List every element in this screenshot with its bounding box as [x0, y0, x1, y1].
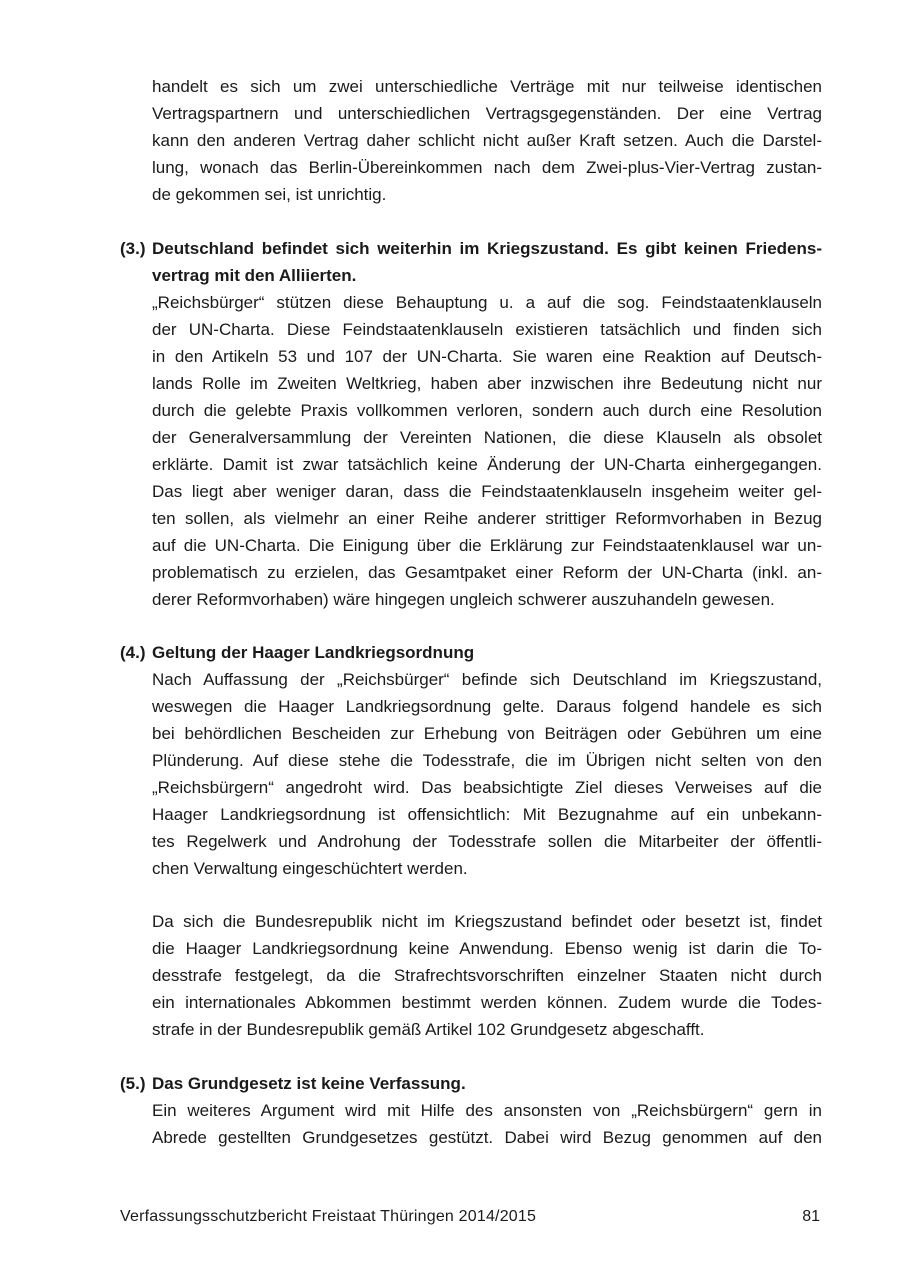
text-line: chen Verwaltung eingeschüchtert werden. [152, 859, 468, 878]
text-line: der Generalversammlung der Vereinten Nationen, die diese Klauseln als obsolet [152, 428, 822, 447]
text-line: die Haager Landkriegsordnung keine Anwendung. Ebenso wenig ist darin die To- [152, 939, 822, 958]
text-line: Ein weiteres Argument wird mit Hilfe des ansonsten von „Reichsbürgern“ gern in [152, 1101, 822, 1120]
section-4-body-continued [152, 908, 822, 1043]
text-line: Haager Landkriegsordnung ist offensichtlich: Mit Bezugnahme auf ein unbekann- [152, 805, 822, 824]
text-line: Nach Auffassung der „Reichsbürger“ befinde sich Deutschland im Kriegszustand, [152, 670, 822, 689]
text-line: „Reichsbürgern“ angedroht wird. Das beabsichtigte Ziel dieses Verweises auf die [152, 778, 822, 797]
text-line: desstrafe festgelegt, da die Strafrechtsvorschriften einzelner Staaten nicht durch [152, 966, 822, 985]
text-line: kann den anderen Vertrag daher schlicht nicht außer Kraft setzen. Auch die Darstel- [152, 131, 822, 150]
heading-line: Das Grundgesetz ist keine Verfassung. [152, 1074, 466, 1093]
text-line: ten sollen, als vielmehr an einer Reihe anderer strittiger Reformvorhaben in Bezug [152, 509, 822, 528]
heading-line: Deutschland befindet sich weiterhin im Kriegszustand. Es gibt keinen Friedens- [152, 239, 822, 258]
text-line: ein internationales Abkommen bestimmt werden können. Zudem wurde die Todes- [152, 993, 822, 1012]
section-5-number: (5.) [120, 1074, 146, 1093]
text-line: Vertragspartnern und unterschiedlichen Vertragsgegenständen. Der eine Vertrag [152, 104, 822, 123]
text-line: lands Rolle im Zweiten Weltkrieg, haben aber inzwischen ihre Bedeutung nicht nur [152, 374, 822, 393]
intro-paragraph [152, 73, 822, 208]
section-3-number: (3.) [120, 239, 146, 258]
section-5-heading [152, 1070, 822, 1097]
heading-line: Geltung der Haager Landkriegsordnung [152, 643, 475, 662]
text-line: auf die UN-Charta. Die Einigung über die Erklärung zur Feindstaatenklausel war un- [152, 536, 822, 555]
text-line: erklärte. Damit ist zwar tatsächlich keine Änderung der UN-Charta einhergegangen. [152, 455, 822, 474]
text-line: Da sich die Bundesrepublik nicht im Kriegszustand befindet oder besetzt ist, findet [152, 912, 822, 931]
text-line: Plünderung. Auf diese stehe die Todesstrafe, die im Übrigen nicht selten von den [152, 751, 822, 770]
heading-line: vertrag mit den Alliierten. [152, 266, 357, 285]
text-line: bei behördlichen Bescheiden zur Erhebung von Beiträgen oder Gebühren um eine [152, 724, 822, 743]
text-line: lung, wonach das Berlin-Übereinkommen nach dem Zwei-plus-Vier-Vertrag zustan- [152, 158, 822, 177]
text-line: Abrede gestellten Grundgesetzes gestützt. Dabei wird Bezug genommen auf den [152, 1128, 822, 1147]
text-line: „Reichsbürger“ stützen diese Behauptung u. a auf die sog. Feindstaatenklauseln [152, 293, 822, 312]
section-4-heading [152, 639, 822, 666]
text-line: de gekommen sei, ist unrichtig. [152, 185, 387, 204]
text-line: weswegen die Haager Landkriegsordnung gelte. Daraus folgend handele es sich [152, 697, 822, 716]
section-3-body [152, 289, 822, 613]
text-line: strafe in der Bundesrepublik gemäß Artikel 102 Grundgesetz abgeschafft. [152, 1020, 705, 1039]
section-3-heading [152, 235, 822, 289]
section-4-number: (4.) [120, 643, 146, 662]
text-line: derer Reformvorhaben) wäre hingegen ungleich schwerer auszuhandeln gewesen. [152, 590, 775, 609]
page-number: 81 [802, 1208, 820, 1225]
text-line: in den Artikeln 53 und 107 der UN-Charta. Sie waren eine Reaktion auf Deutsch- [152, 347, 822, 366]
text-line: tes Regelwerk und Androhung der Todesstrafe sollen die Mitarbeiter der öffentli- [152, 832, 822, 851]
text-line: problematisch zu erzielen, das Gesamtpaket einer Reform der UN-Charta (inkl. an- [152, 563, 822, 582]
text-line: Das liegt aber weniger daran, dass die Feindstaatenklauseln insgeheim weiter gel- [152, 482, 822, 501]
footer-title: Verfassungsschutzbericht Freistaat Thüringen 2014/2015 [120, 1208, 537, 1225]
text-line: der UN-Charta. Diese Feindstaatenklauseln existieren tatsächlich und finden sich [152, 320, 822, 339]
section-4-body [152, 666, 822, 882]
text-line: durch die gelebte Praxis vollkommen verloren, sondern auch durch eine Resolution [152, 401, 822, 420]
section-5-body [152, 1097, 822, 1151]
text-line: handelt es sich um zwei unterschiedliche Verträge mit nur teilweise identischen [152, 77, 822, 96]
